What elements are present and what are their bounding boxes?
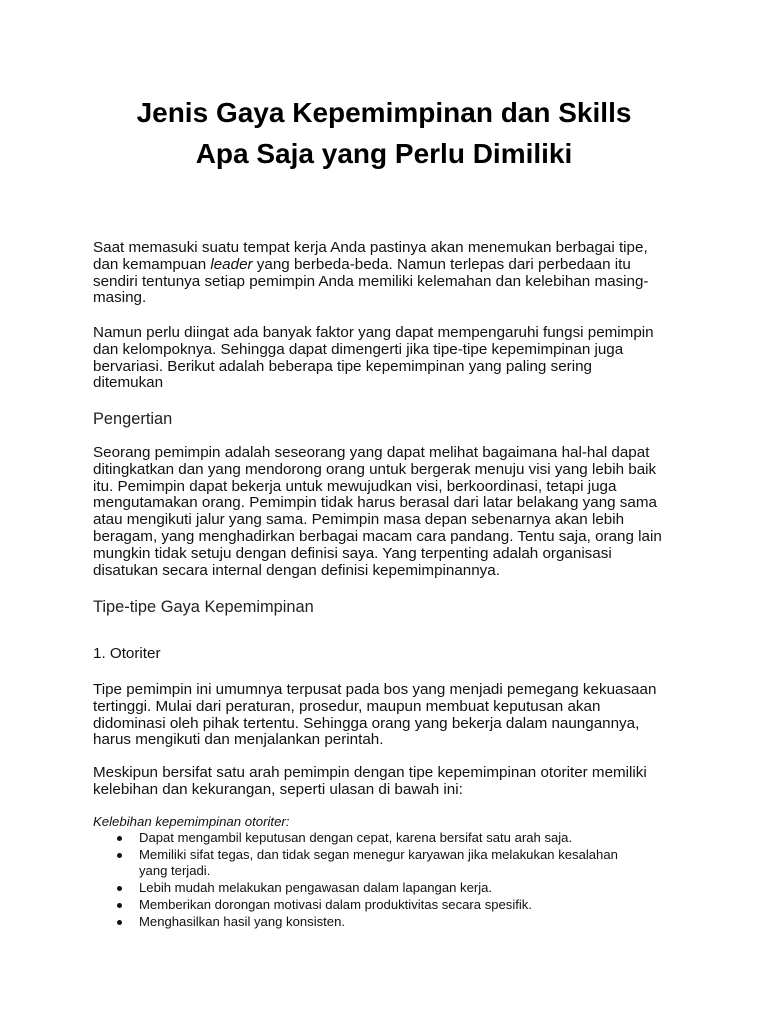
bullet-icon — [117, 886, 122, 891]
text-line: itu. Pemimpin dapat bekerja untuk mewujudkan visi, berkoordinasi, tetapi juga — [93, 477, 617, 495]
intro-paragraph-1 — [93, 240, 649, 307]
text-line — [93, 257, 649, 274]
text-line: harus mengikuti dan menjalankan perintah. — [93, 731, 384, 749]
bullet-text-continued: yang terjadi. — [139, 862, 211, 878]
text-line: Seorang pemimpin adalah seseorang yang dapat melihat bagaimana hal-hal dapat — [93, 444, 650, 461]
text-run: dan kemampuan — [93, 255, 211, 273]
text-line: bervariasi. Berikut adalah beberapa tipe kepemimpinan yang paling sering — [93, 357, 592, 375]
text-line: masing. — [93, 289, 147, 307]
text-line: Tipe pemimpin ini umumnya terpusat pada bos yang menjadi pemegang kekuasaan — [93, 681, 657, 698]
title-line-1: Jenis Gaya Kepemimpinan dan Skills — [136, 97, 632, 128]
bullet-icon — [117, 853, 122, 858]
text-line: disatukan secara internal dengan definisi kepemimpinannya. — [93, 561, 500, 579]
otoriter-paragraph-2 — [93, 765, 647, 799]
text-line: kelebihan dan kekurangan, seperti ulasan di bawah ini: — [93, 780, 463, 798]
text-line: didominasi oleh pihak tertentu. Sehingga orang yang bekerja dalam naungannya, — [93, 714, 640, 732]
otoriter-paragraph-1 — [93, 682, 656, 749]
list-item — [93, 830, 618, 846]
list-item — [93, 914, 618, 930]
document-title — [60, 92, 708, 174]
text-line: dan kelompoknya. Sehingga dapat dimengerti jika tipe-tipe kepemimpinan juga — [93, 340, 624, 358]
text-line: mungkin tidak setuju dengan definisi saya. Yang terpenting adalah organisasi — [93, 544, 612, 562]
bullet-text: Memiliki sifat tegas, dan tidak segan menegur karyawan jika melakukan kesalahan — [139, 847, 618, 862]
bullet-icon — [117, 920, 122, 925]
bullet-icon — [117, 836, 122, 841]
intro-paragraph-2 — [93, 325, 654, 392]
kelebihan-list — [93, 830, 618, 931]
text-line: ditemukan — [93, 374, 164, 392]
text-line: mengutamakan orang. Pemimpin tidak harus berasal dari latar belakang yang sama — [93, 494, 657, 512]
bullet-text: Lebih mudah melakukan pengawasan dalam lapangan kerja. — [139, 879, 493, 895]
text-line: ditingkatkan dan yang mendorong orang untuk bergerak menuju visi yang lebih baik — [93, 460, 657, 478]
kelebihan-heading: Kelebihan kepemimpinan otoriter: — [93, 814, 290, 829]
text-line: beragam, yang menghadirkan berbagai macam cara pandang. Tentu saja, orang lain — [93, 527, 662, 545]
text-line: tertinggi. Mulai dari peraturan, prosedur, maupun membuat keputusan akan — [93, 697, 601, 715]
text-line: sendiri tentunya setiap pemimpin Anda memiliki kelemahan dan kelebihan masing- — [93, 272, 649, 290]
list-item-otoriter: 1. Otoriter — [93, 645, 161, 662]
text-line: Namun perlu diingat ada banyak faktor yang dapat mempengaruhi fungsi pemimpin — [93, 324, 654, 341]
text-run: yang berbeda-beda. Namun terlepas dari perbedaan itu — [252, 255, 631, 273]
bullet-text: Menghasilkan hasil yang konsisten. — [139, 913, 345, 929]
list-item — [93, 880, 618, 896]
list-item — [93, 897, 618, 913]
text-line: Saat memasuki suatu tempat kerja Anda pastinya akan menemukan berbagai tipe, — [93, 239, 648, 256]
bullet-text: Memberikan dorongan motivasi dalam produktivitas secara spesifik. — [139, 896, 532, 912]
pengertian-paragraph — [93, 445, 662, 579]
bullet-text: Dapat mengambil keputusan dengan cepat, karena bersifat satu arah saja. — [139, 830, 573, 845]
title-line-2: Apa Saja yang Perlu Dimiliki — [195, 138, 573, 169]
section-heading-tipe: Tipe-tipe Gaya Kepemimpinan — [93, 598, 314, 616]
list-item — [93, 847, 618, 878]
text-line: Meskipun bersifat satu arah pemimpin dengan tipe kepemimpinan otoriter memiliki — [93, 764, 647, 781]
section-heading-pengertian: Pengertian — [93, 410, 173, 428]
emphasis-leader: leader — [210, 255, 253, 273]
bullet-icon — [117, 903, 122, 908]
text-line: atau mengikuti jalur yang sama. Pemimpin masa depan sebenarnya akan lebih — [93, 511, 625, 529]
